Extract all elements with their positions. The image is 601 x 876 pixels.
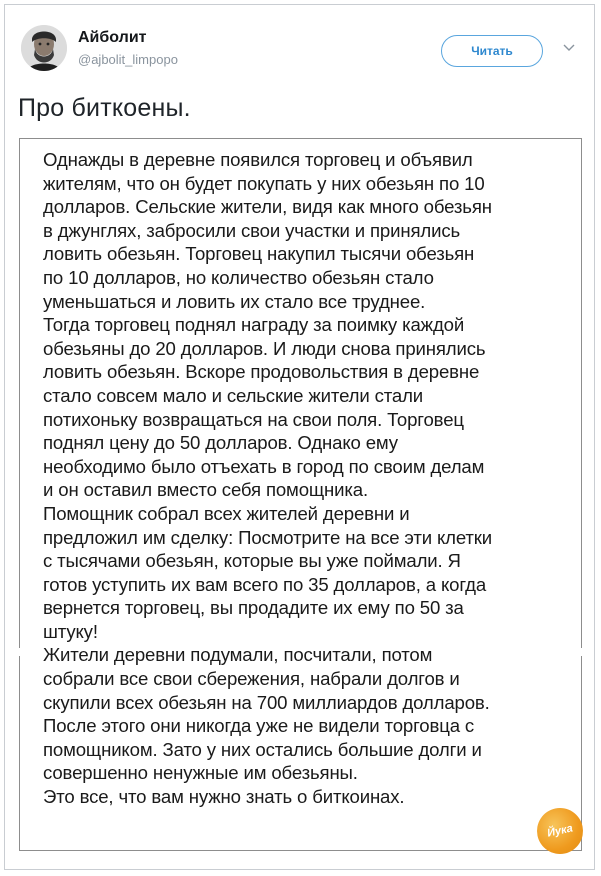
watermark-logo: Йука xyxy=(533,804,588,859)
text-line: стало совсем мало и сельские жители стали xyxy=(43,384,424,406)
follow-button[interactable]: Читать xyxy=(441,35,543,67)
card-edge-gap xyxy=(19,648,20,656)
card-text xyxy=(43,148,563,809)
text-line: собрали все свои сбережения, набрали долгов и xyxy=(43,668,460,690)
text-line: потихоньку возвращаться на свои поля. Торговец xyxy=(43,408,464,430)
text-line: ловить обезьян. Вскоре продовольствия в деревне xyxy=(43,361,480,383)
text-line: помощником. Зато у них остались большие долги и xyxy=(43,738,482,760)
text-line: по 10 долларов, но количество обезьян стало xyxy=(43,266,434,288)
tweet-title: Про биткоены. xyxy=(18,94,191,122)
text-line: с тысячами обезьян, которые вы уже поймали. Я xyxy=(43,550,461,572)
text-line: Помощник собрал всех жителей деревни и xyxy=(43,502,410,524)
text-line: готов уступить их вам всего по 35 долларов, а когда xyxy=(43,573,487,595)
text-line: ловить обезьян. Торговец накупил тысячи обезьян xyxy=(43,243,475,265)
author-handle[interactable]: @ajbolit_limpopo xyxy=(78,52,178,67)
text-line: вернется торговец, вы продадите их ему по 50 за xyxy=(43,597,464,619)
text-line: поднял цену до 50 долларов. Однако ему xyxy=(43,432,398,454)
avatar-portrait-icon xyxy=(21,25,67,71)
text-line: совершенно ненужные им обезьяны. xyxy=(43,762,358,784)
text-line: необходимо было отъехать в город по своим делам xyxy=(43,455,485,477)
text-line: Однажды в деревне появился торговец и объявил xyxy=(43,149,473,170)
text-line: обезьяны до 20 долларов. И люди снова принялись xyxy=(43,337,486,359)
text-line: уменьшаться и ловить их стало все труднее. xyxy=(43,290,426,312)
text-line: предложил им сделку: Посмотрите на все эти клетки xyxy=(43,526,493,548)
text-line: Жители деревни подумали, посчитали, потом xyxy=(43,644,433,666)
author-name[interactable]: Айболит xyxy=(78,29,147,46)
text-line: долларов. Сельские жители, видя как много обезьян xyxy=(43,196,492,218)
text-line: в джунглях, забросили свои участки и принялись xyxy=(43,219,460,241)
text-line: жителям, что он будет покупать у них обезьян по 10 xyxy=(43,172,485,194)
card-edge-gap xyxy=(581,648,582,656)
chevron-down-icon[interactable] xyxy=(563,43,575,53)
text-line: штуку! xyxy=(43,620,98,642)
text-line: скупили всех обезьян на 700 миллиардов долларов. xyxy=(43,691,490,713)
text-line: Это все, что вам нужно знать о биткоинах. xyxy=(43,786,405,808)
text-line: После этого они никогда уже не видели торговца с xyxy=(43,715,475,737)
avatar[interactable] xyxy=(21,25,67,71)
text-line: Тогда торговец поднял награду за поимку каждой xyxy=(43,314,465,336)
text-line: и он оставил вместо себя помощника. xyxy=(43,479,368,501)
